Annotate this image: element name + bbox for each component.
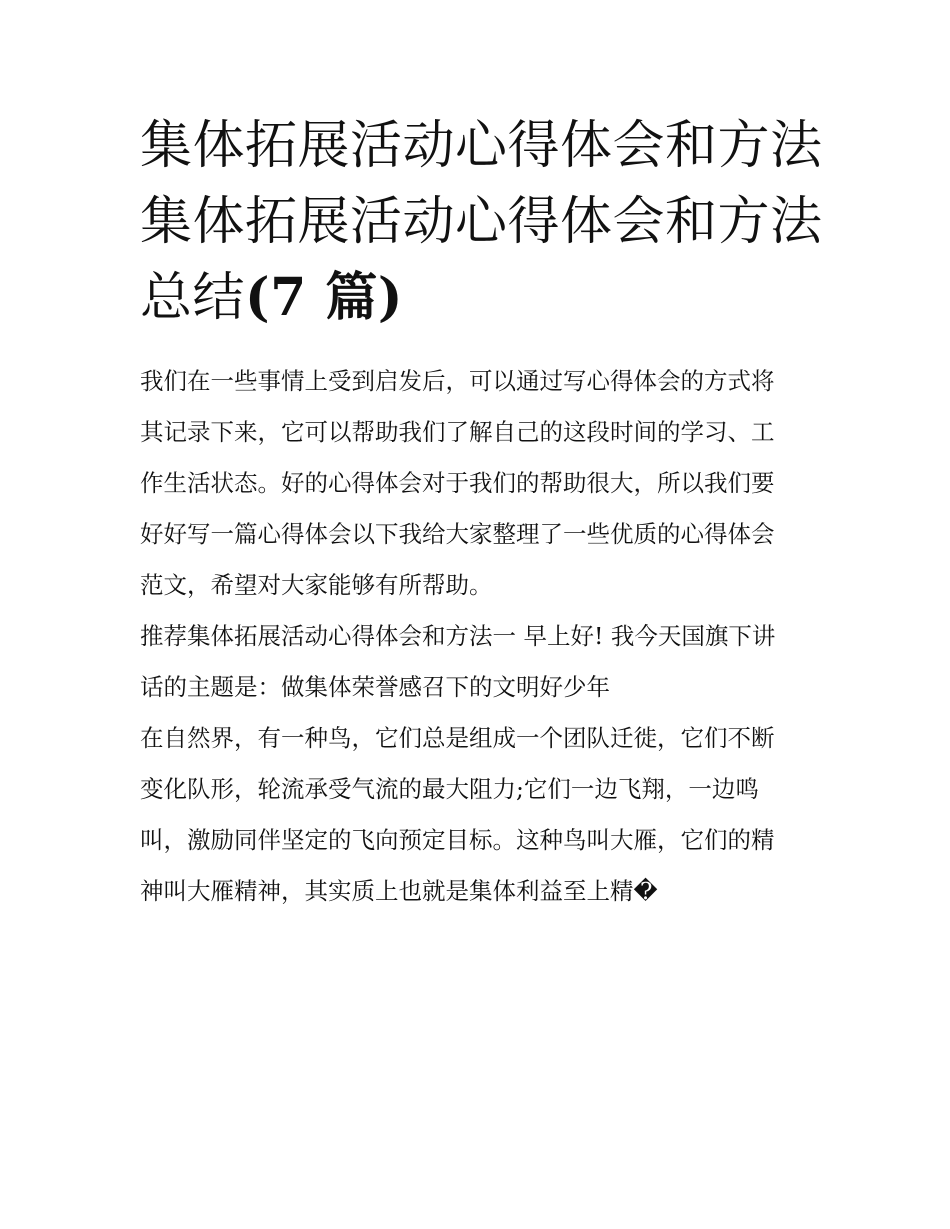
text-line: 推荐集体拓展活动心得体会和方法一 早上好! 我今天国旗下讲: [140, 622, 776, 650]
text-line: 话的主题是：做集体荣誉感召下的文明好少年: [140, 673, 610, 701]
paragraph-recommend: [140, 611, 812, 713]
text-line: 其记录下来，它可以帮助我们了解自己的这段时间的学习、工: [140, 418, 775, 446]
paragraph-intro: [140, 356, 812, 611]
text-line: 好好写一篇心得体会以下我给大家整理了一些优质的心得体会: [140, 520, 775, 548]
title-line-1: 集体拓展活动心得体会和方法: [140, 116, 823, 176]
title-line-3-suffix: (7 篇): [245, 267, 404, 328]
text-line: 范文，希望对大家能够有所帮助。: [140, 571, 493, 599]
paragraph-nature: [140, 713, 812, 917]
title-line-2: 集体拓展活动心得体会和方法: [140, 192, 823, 252]
text-line: 我们在一些事情上受到启发后，可以通过写心得体会的方式将: [140, 367, 775, 395]
document-page: [140, 108, 823, 917]
text-line: 在自然界，有一种鸟，它们总是组成一个团队迁徙，它们不断: [140, 724, 775, 752]
title-line-3: [140, 260, 812, 336]
title-line-3-prefix: 总结: [140, 268, 246, 328]
document-title: [140, 108, 823, 336]
text-line: 神叫大雁精神，其实质上也就是集体利益至上精�: [140, 877, 658, 905]
text-line: 叫，激励同伴坚定的飞向预定目标。这种鸟叫大雁，它们的精: [140, 826, 775, 854]
document-body: [140, 356, 812, 917]
text-line: 作生活状态。好的心得体会对于我们的帮助很大，所以我们要: [140, 469, 775, 497]
text-line: 变化队形，轮流承受气流的最大阻力;它们一边飞翔，一边鸣: [140, 775, 759, 803]
